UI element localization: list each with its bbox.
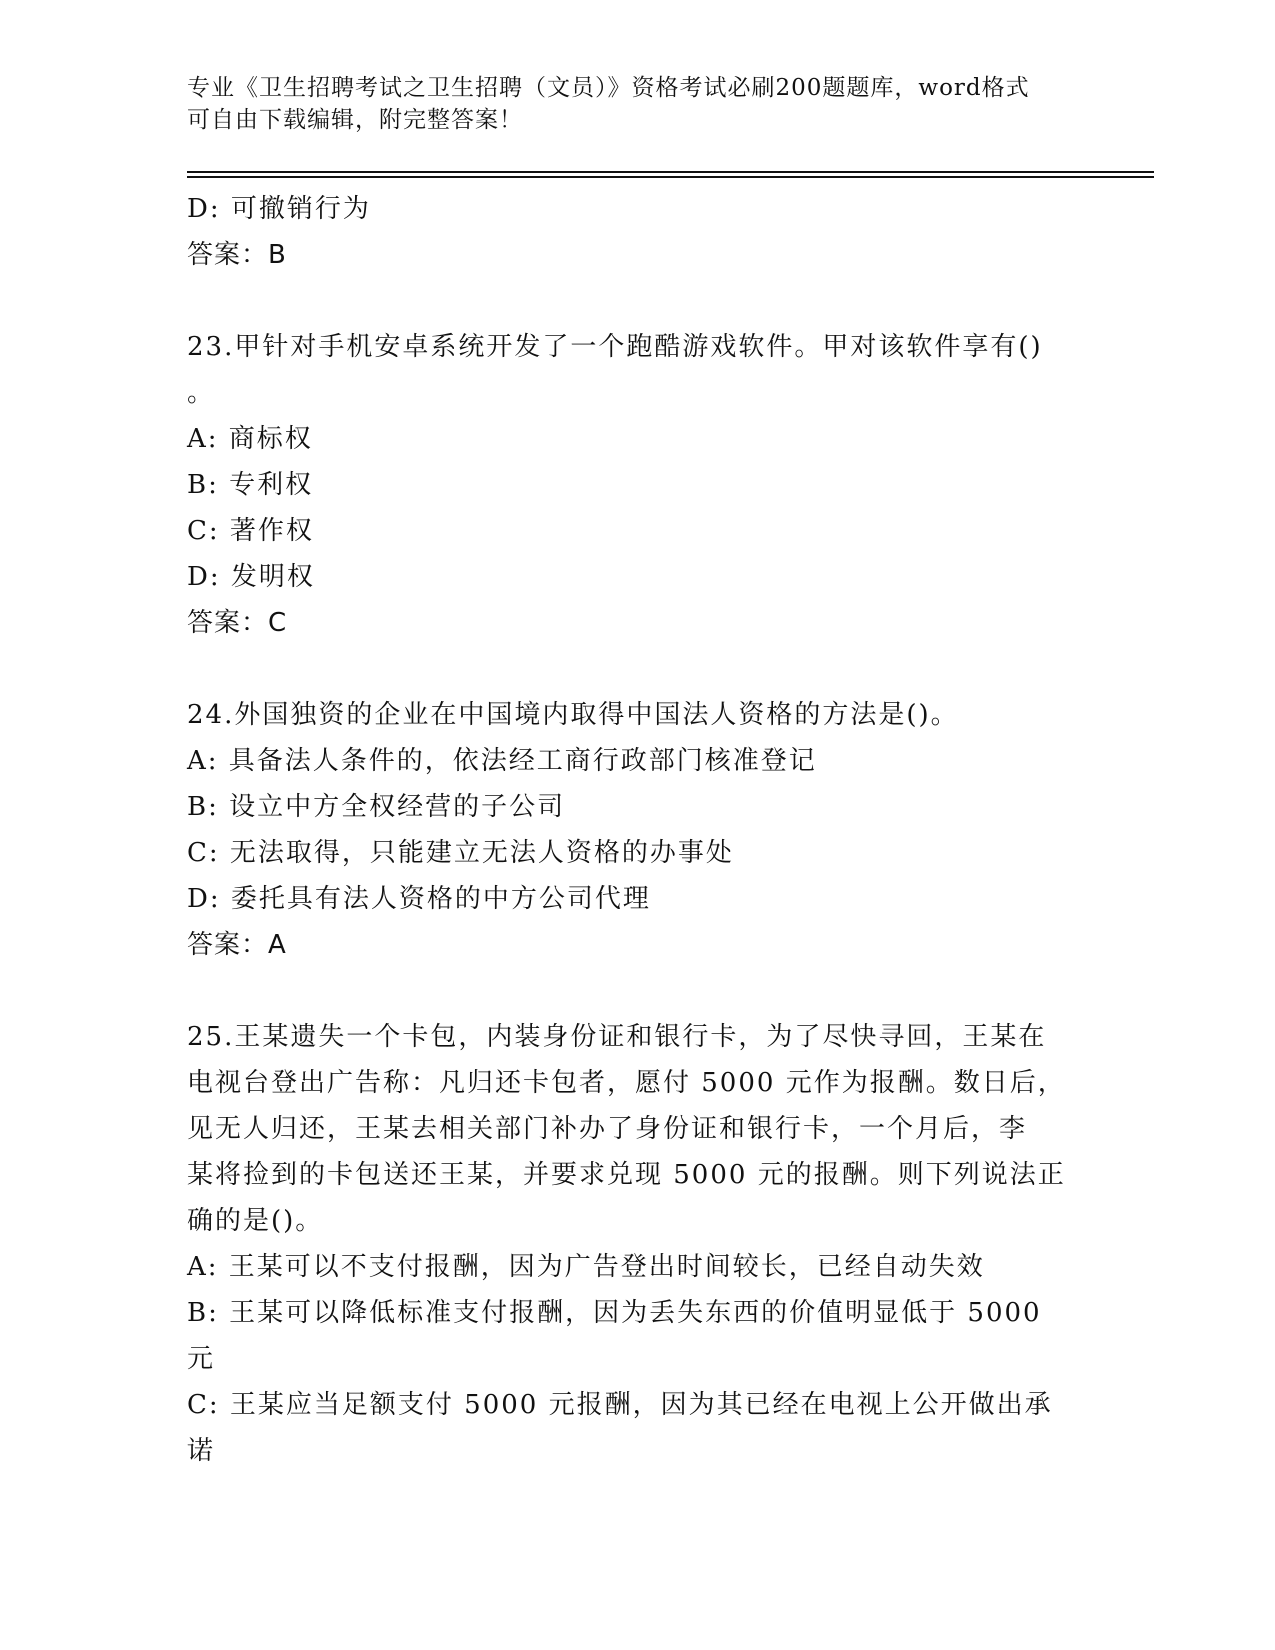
option-d: D: 发明权: [187, 562, 315, 592]
question-text-line: 25.王某遗失一个卡包，内装身份证和银行卡，为了尽快寻回，王某在: [187, 1022, 1047, 1052]
question-23: [187, 324, 1067, 646]
question-25: [187, 1014, 1067, 1474]
option-a: A: 王某可以不支付报酬，因为广告登出时间较长，已经自动失效: [187, 1252, 985, 1282]
question-text-line: 见无人归还，王某去相关部门补办了身份证和银行卡，一个月后，李: [187, 1114, 1028, 1144]
option-c: C: 王某应当足额支付 5000 元报酬，因为其已经在电视上公开做出承: [187, 1390, 1053, 1420]
spacer: [187, 278, 1067, 324]
question-text-line: 确的是()。: [187, 1206, 324, 1236]
answer: 答案：C: [187, 608, 288, 638]
page-header: [187, 72, 1067, 136]
question-text-line: 某将捡到的卡包送还王某，并要求兑现 5000 元的报酬。则下列说法正: [187, 1160, 1066, 1190]
option-b: B: 设立中方全权经营的子公司: [187, 792, 566, 822]
option-a: A: 商标权: [187, 424, 313, 454]
option-c: C: 无法取得，只能建立无法人资格的办事处: [187, 838, 734, 868]
spacer: [187, 968, 1067, 1014]
header-line-2: 可自由下载编辑，附完整答案！: [187, 107, 523, 133]
question-text: 23.甲针对手机安卓系统开发了一个跑酷游戏软件。甲对该软件享有(): [187, 332, 1043, 362]
option-a: A: 具备法人条件的，依法经工商行政部门核准登记: [187, 746, 817, 776]
question-text: 24.外国独资的企业在中国境内取得中国法人资格的方法是()。: [187, 700, 959, 730]
prev-option-d: D: 可撤销行为: [187, 194, 371, 224]
document-body: [187, 186, 1067, 1474]
header-rule-bottom: [187, 176, 1154, 178]
question-text-cont: 。: [187, 378, 216, 408]
prev-answer: 答案：B: [187, 240, 287, 270]
header-line-1: 专业《卫生招聘考试之卫生招聘（文员）》资格考试必刷200题题库，word格式: [187, 75, 1030, 101]
question-24: [187, 692, 1067, 968]
option-b: B: 王某可以降低标准支付报酬，因为丢失东西的价值明显低于 5000: [187, 1298, 1042, 1328]
option-b-cont: 元: [187, 1344, 216, 1374]
question-text-line: 电视台登出广告称：凡归还卡包者，愿付 5000 元作为报酬。数日后，: [187, 1068, 1066, 1098]
option-d: D: 委托具有法人资格的中方公司代理: [187, 884, 651, 914]
spacer: [187, 646, 1067, 692]
answer: 答案：A: [187, 930, 287, 960]
option-c-cont: 诺: [187, 1436, 216, 1466]
option-b: B: 专利权: [187, 470, 314, 500]
header-rule-top: [187, 171, 1154, 173]
option-c: C: 著作权: [187, 516, 314, 546]
